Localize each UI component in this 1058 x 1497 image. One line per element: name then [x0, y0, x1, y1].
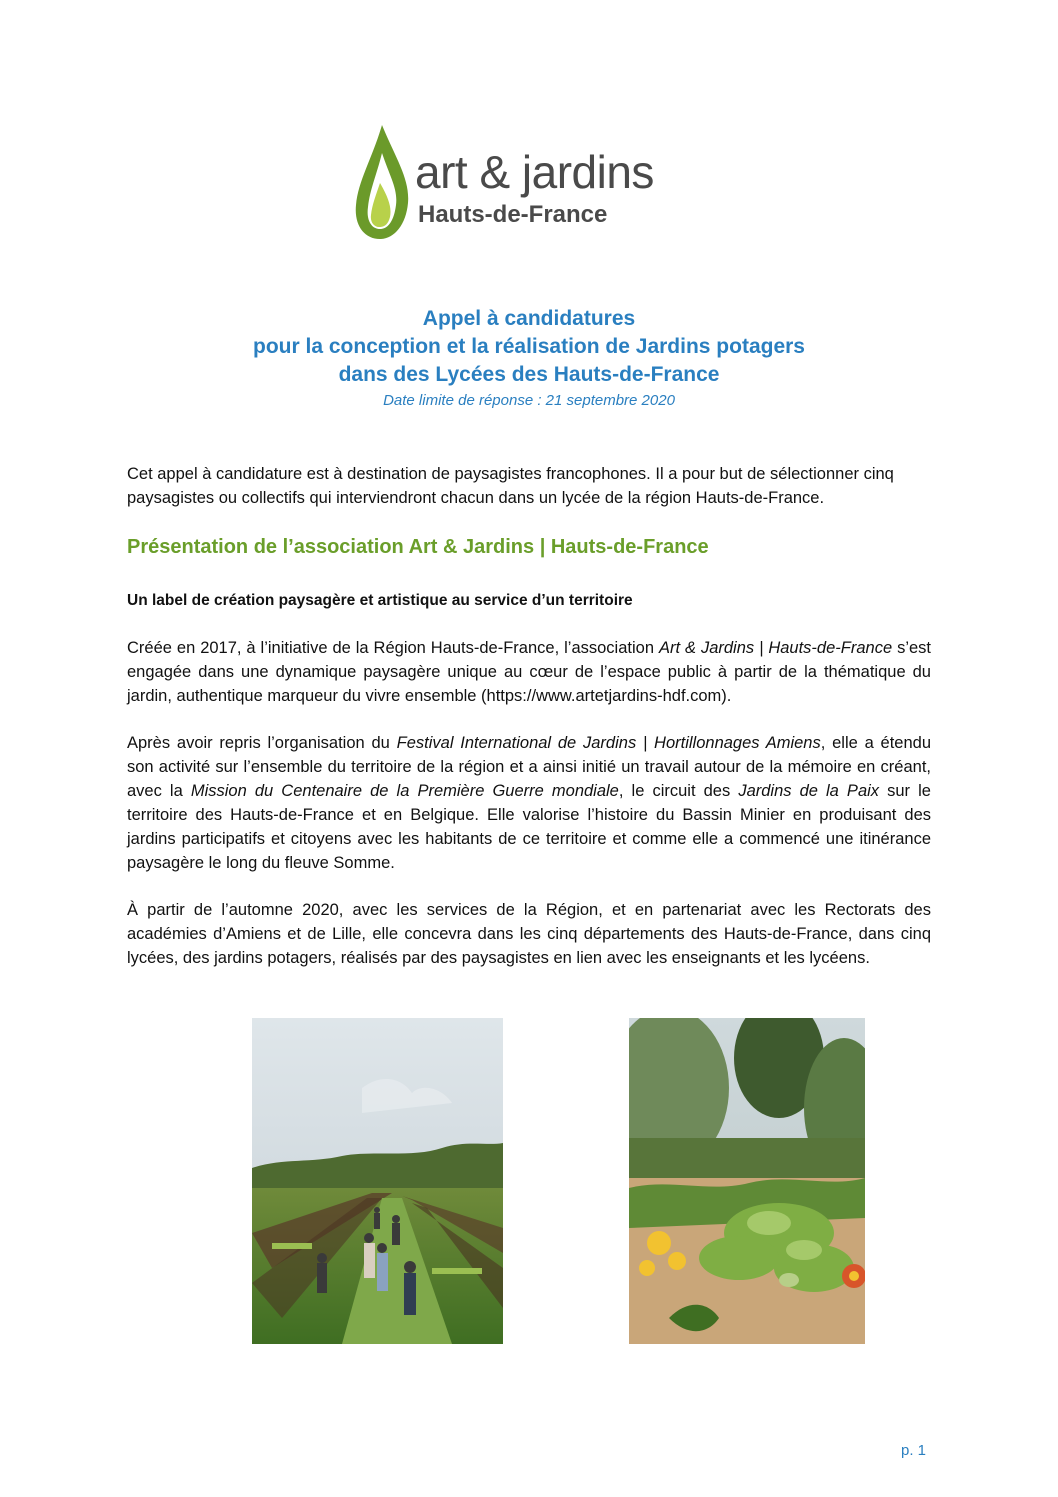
page-number: p. 1: [901, 1442, 927, 1459]
section-subtitle: Un label de création paysagère et artistique au service d’un territoire: [127, 592, 633, 609]
paragraph-2: [127, 731, 931, 875]
paragraph-2-text-c: , elle a étendu son activité sur l’ensemble du territoire de la région et a ainsi initié un travail autour de la mémoire en créant, avec la: [127, 734, 931, 800]
paragraph-2-text-e: , le circuit des: [618, 782, 739, 800]
logo: [352, 123, 712, 243]
paragraph-2-text-a: Après avoir repris l’organisation du: [127, 734, 397, 752]
paragraph-1-text-c: s’est engagée dans une dynamique paysagère unique au cœur de l’espace public à partir de la thématique du jardin, authentique marqueur du vivre ensemble (https://www.artetjardins-hdf.com).: [127, 639, 932, 705]
photo-garden-visitors: [252, 1018, 503, 1344]
leaf-logo-icon: [352, 123, 412, 243]
deadline: Date limite de réponse : 21 septembre 2020: [383, 392, 675, 409]
paragraph-1-text-a: Créée en 2017, à l’initiative de la Région Hauts-de-France, l’association: [127, 639, 659, 657]
paragraph-1: [127, 636, 931, 708]
paragraph-2-text-g: sur le territoire des Hauts-de-France et en Belgique. Elle valorise l’histoire du Bassin Minier en produisant des jardins participatifs et citoyens avec les habitants de ce territoire et comme elle a commencé une itinérance paysagère le long du fleuve Somme.: [127, 782, 931, 872]
photo-zucchini-plants: [629, 1018, 865, 1344]
page-title-line-1: Appel à candidatures: [422, 307, 636, 330]
page-title-line-3: dans des Lycées des Hauts-de-France: [338, 363, 720, 386]
paragraph-2-jardins-paix: Jardins de la Paix: [738, 782, 880, 800]
page-title-line-2: pour la conception et la réalisation de Jardins potagers: [253, 335, 805, 358]
logo-region: Hauts-de-France: [418, 201, 608, 228]
paragraph-3: À partir de l’automne 2020, avec les services de la Région, et en partenariat avec les Rectorats des académies d’Amiens et de Lille, elle concevra dans les cinq départements des Hauts-de-France, dans cinq lycées, des jardins potagers, réalisés par des paysagistes en lien avec les enseignants et les lycéens.: [127, 901, 931, 967]
section-title: Présentation de l’association Art & Jardins | Hauts-de-France: [127, 536, 709, 558]
paragraph-2-festival-name: Festival International de Jardins | Hortillonnages Amiens: [396, 734, 821, 752]
paragraph-1-association-name: Art & Jardins | Hauts-de-France: [658, 639, 893, 657]
intro-paragraph: Cet appel à candidature est à destination de paysagistes francophones. Il a pour but de sélectionner cinq paysagistes ou collectifs qui interviendront chacun dans un lycée de la région Hauts-de-France.: [127, 465, 894, 507]
logo-name: art & jardins: [415, 146, 654, 198]
paragraph-2-mission-name: Mission du Centenaire de la Première Guerre mondiale: [190, 782, 619, 800]
title-block: [0, 305, 1058, 413]
